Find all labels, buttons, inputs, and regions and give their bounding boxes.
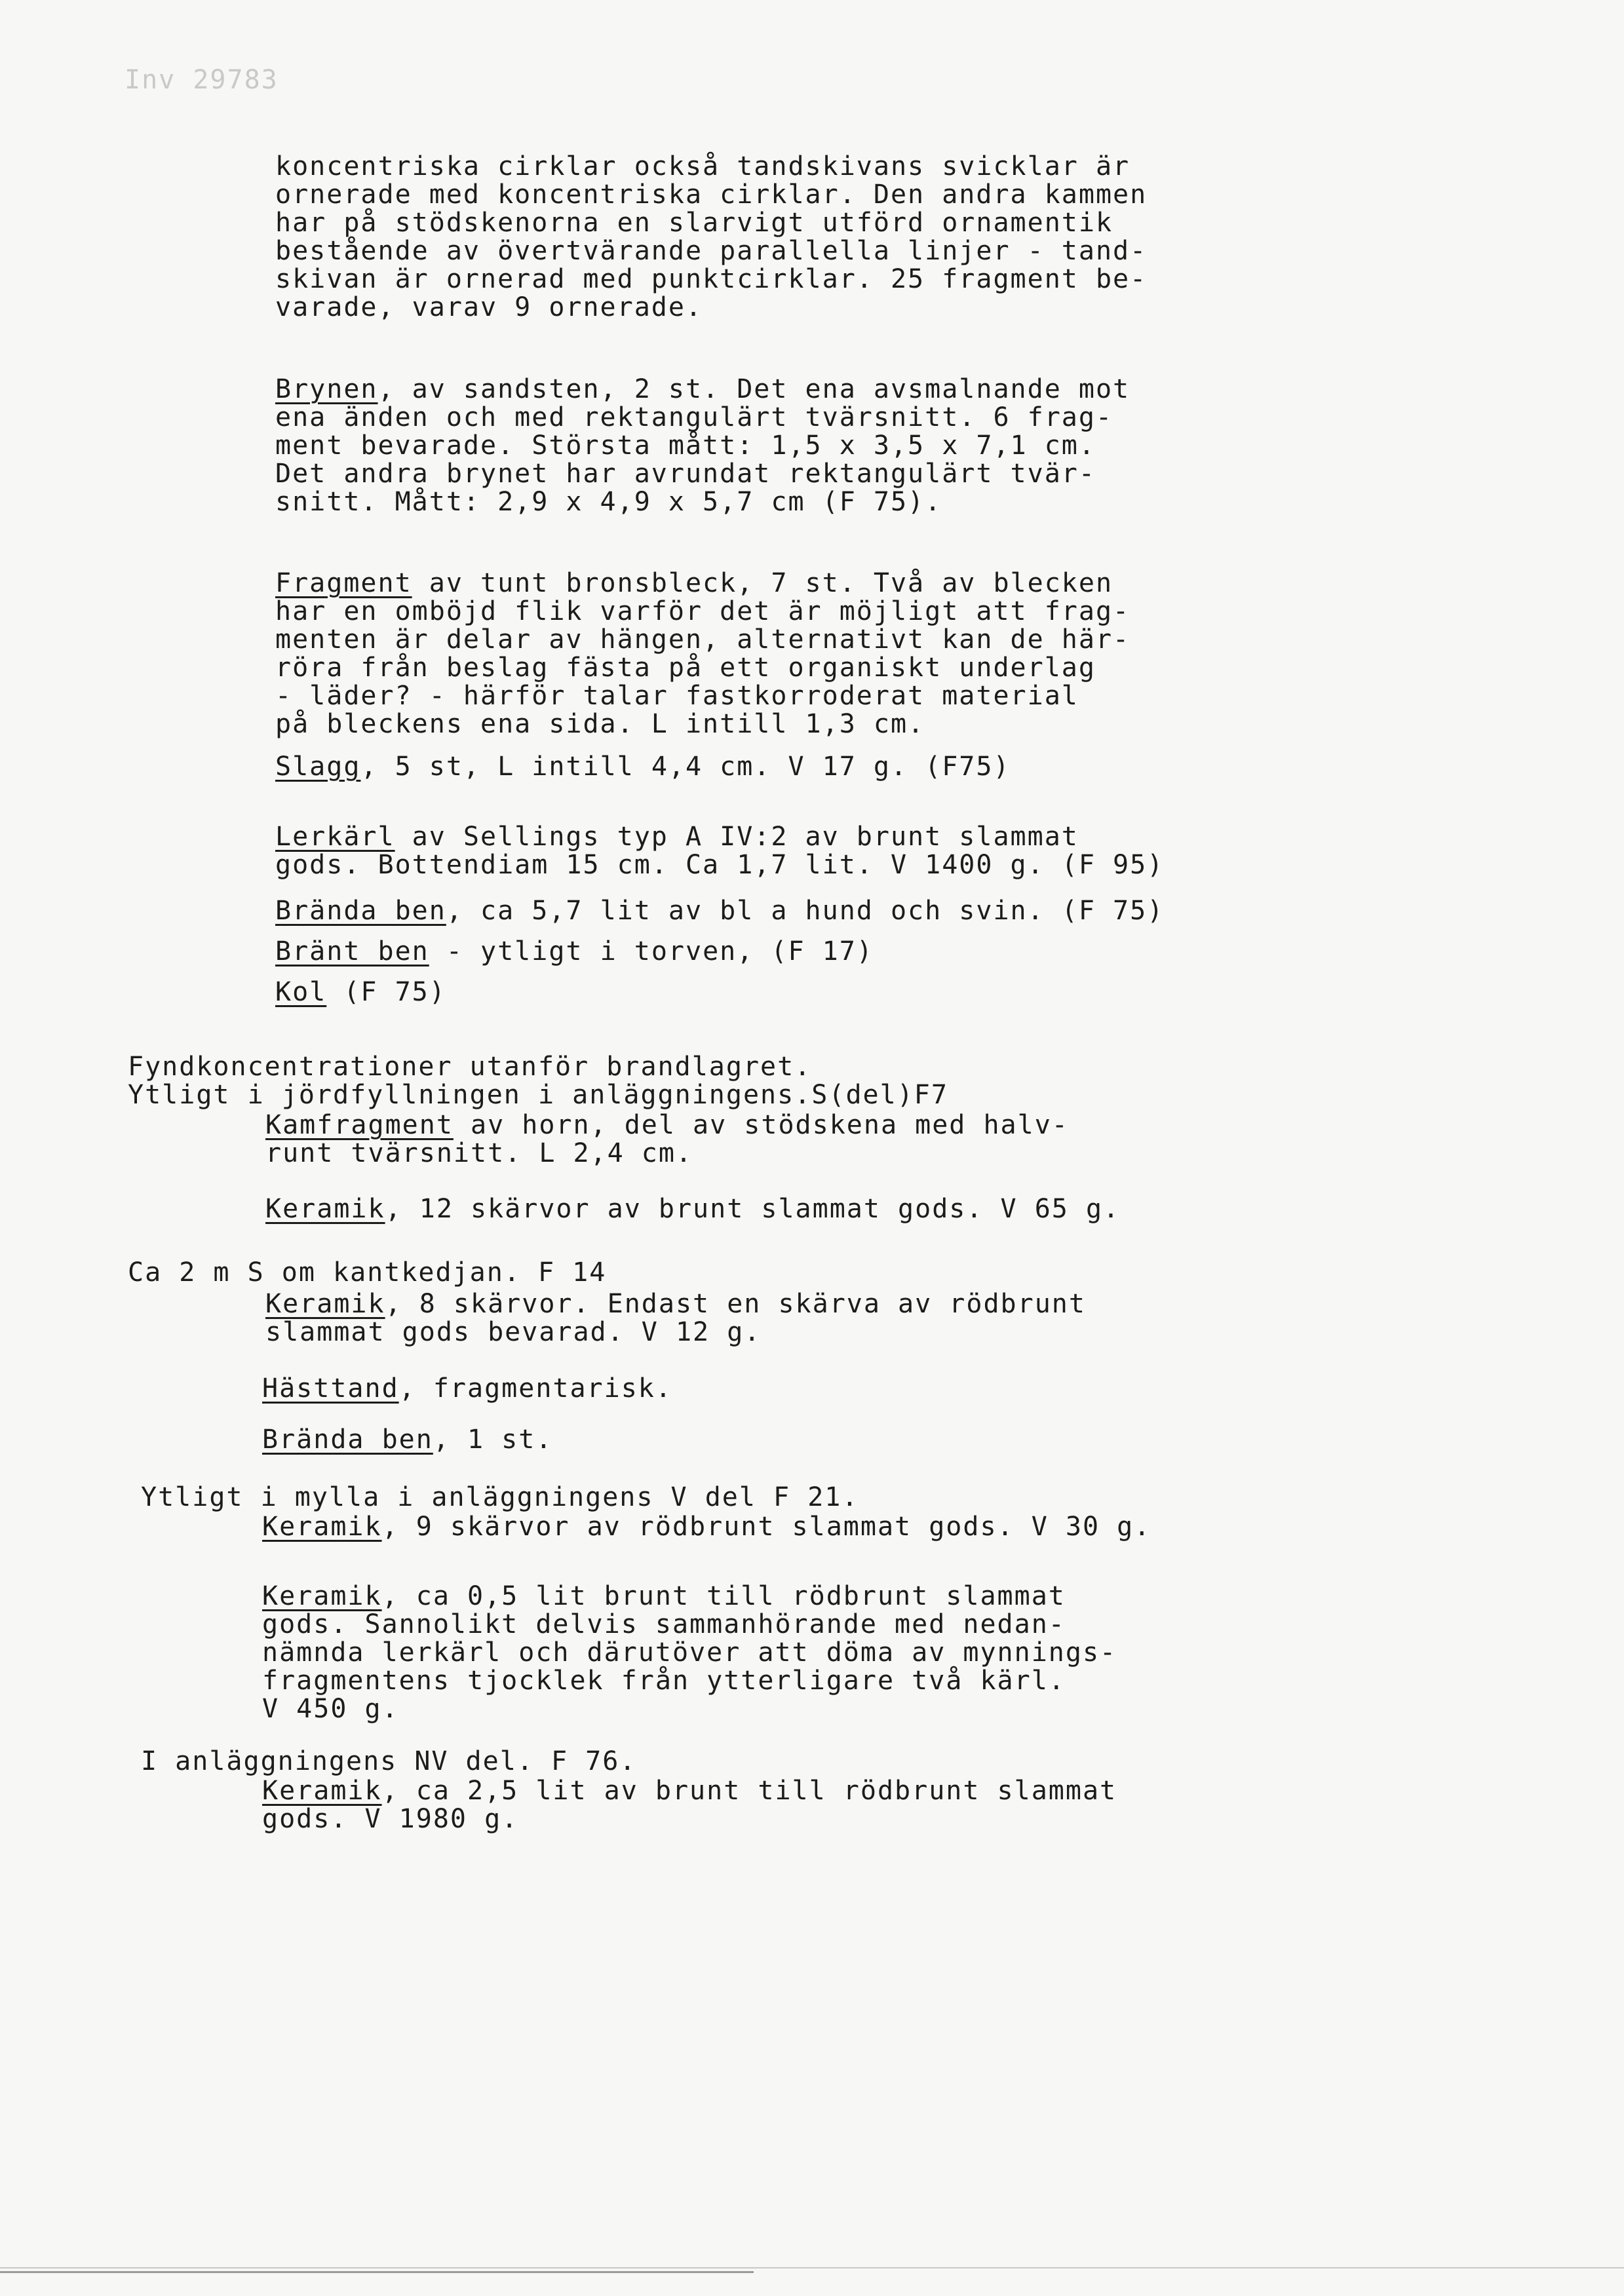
entry-text: , 12 skärvor av brunt slammat gods. V 65 g.	[385, 1194, 1121, 1224]
text-line: gods. Bottendiam 15 cm. Ca 1,7 lit. V 1400 g. (F 95)	[275, 850, 1165, 880]
scan-edge-mark	[0, 2271, 754, 2273]
entry-text: , 1 st.	[433, 1425, 553, 1455]
entry-slagg	[275, 752, 1011, 782]
text-line: ornerade med koncentriska cirklar. Den andra kammen	[275, 180, 1148, 210]
entry-keramik	[265, 1195, 1120, 1224]
text-line: har en omböjd flik varför det är möjligt att frag-	[275, 596, 1131, 626]
section-heading: Fyndkoncentrationer utanför brandlagret.	[128, 1052, 812, 1082]
text-line: Det andra brynet har avrundat rektangulärt tvär-	[275, 459, 1096, 489]
entry-keramik	[262, 1512, 1151, 1542]
text-line: - läder? - härför talar fastkorroderat material	[275, 681, 1079, 711]
entry-keramik	[265, 1290, 1086, 1319]
entry-branda-ben	[262, 1425, 552, 1455]
text-line: nämnda lerkärl och därutöver att döma av mynnings-	[262, 1637, 1117, 1668]
entry-label: Keramik	[265, 1289, 385, 1319]
entry-kamfragment	[265, 1111, 1069, 1140]
location-line: I anläggningens NV del. F 76.	[141, 1746, 637, 1776]
text-line: gods. V 1980 g.	[262, 1804, 519, 1834]
entry-label: Lerkärl	[275, 822, 395, 852]
entry-fragment	[275, 569, 1113, 598]
entry-text: av tunt bronsbleck, 7 st. Två av blecken	[412, 568, 1113, 598]
entry-keramik	[262, 1776, 1117, 1806]
page-bottom-edge	[0, 2267, 1624, 2268]
entry-label: Keramik	[262, 1581, 382, 1611]
entry-kol	[275, 978, 446, 1007]
entry-text: , 9 skärvor av rödbrunt slammat gods. V 30 g.	[381, 1512, 1151, 1542]
entry-text: , ca 2,5 lit av brunt till rödbrunt slammat	[381, 1776, 1117, 1806]
entry-text: , ca 0,5 lit brunt till rödbrunt slammat	[381, 1581, 1066, 1611]
text-line: ena änden och med rektangulärt tvärsnitt. 6 frag-	[275, 402, 1113, 432]
entry-label: Bränt ben	[275, 936, 429, 966]
entry-label: Keramik	[265, 1194, 385, 1224]
entry-text: , 8 skärvor. Endast en skärva av rödbrunt	[385, 1289, 1086, 1319]
text-line: fragmentens tjocklek från ytterligare två kärl.	[262, 1666, 1066, 1696]
entry-label: Hästtand	[262, 1373, 399, 1404]
entry-text: av horn, del av stödskena med halv-	[453, 1110, 1069, 1140]
text-line: ment bevarade. Största mått: 1,5 x 3,5 x 7,1 cm.	[275, 430, 1096, 461]
text-line: har på stödskenorna en slarvigt utförd ornamentik	[275, 208, 1113, 238]
text-line: koncentriska cirklar också tandskivans svicklar är	[275, 151, 1131, 182]
text-line: skivan är ornerad med punktcirklar. 25 fragment be-	[275, 264, 1148, 294]
entry-label: Brända ben	[275, 896, 446, 926]
location-line: Ytligt i mylla i anläggningens V del F 21.	[141, 1482, 859, 1512]
entry-lerkarl	[275, 822, 1079, 852]
text-line: bestående av övertvärande parallella linjer - tand-	[275, 236, 1148, 266]
entry-text: , 5 st, L intill 4,4 cm. V 17 g. (F75)	[360, 752, 1011, 782]
entry-label: Kamfragment	[265, 1110, 454, 1140]
text-line: gods. Sannolikt delvis sammanhörande med nedan-	[262, 1609, 1066, 1639]
entry-text: av Sellings typ A IV:2 av brunt slammat	[395, 822, 1079, 852]
entry-label: Brynen	[275, 374, 378, 404]
text-line: V 450 g.	[262, 1694, 399, 1724]
entry-brant-ben	[275, 937, 874, 966]
text-line: på bleckens ena sida. L intill 1,3 cm.	[275, 709, 925, 739]
text-line: röra från beslag fästa på ett organiskt underlag	[275, 653, 1096, 683]
entry-text: , av sandsten, 2 st. Det ena avsmalnande mot	[377, 374, 1131, 404]
location-line: Ca 2 m S om kantkedjan. F 14	[128, 1257, 607, 1288]
entry-keramik	[262, 1582, 1066, 1611]
text-line: varade, varav 9 ornerade.	[275, 292, 703, 322]
entry-label: Brända ben	[262, 1425, 433, 1455]
text-line: menten är delar av hängen, alternativt kan de här-	[275, 624, 1131, 655]
entry-label: Slagg	[275, 752, 361, 782]
entry-label: Keramik	[262, 1776, 382, 1806]
entry-brynen	[275, 375, 1130, 404]
entry-branda-ben	[275, 896, 1164, 926]
text-line: snitt. Mått: 2,9 x 4,9 x 5,7 cm (F 75).	[275, 487, 942, 517]
location-line: Ytligt i jördfyllningen i anläggningens.S(del)F7	[128, 1080, 948, 1110]
entry-text: , fragmentarisk.	[398, 1373, 672, 1404]
entry-label: Fragment	[275, 568, 412, 598]
entry-label: Kol	[275, 977, 327, 1007]
entry-text: (F 75)	[326, 977, 446, 1007]
entry-text: , ca 5,7 lit av bl a hund och svin. (F 75)	[446, 896, 1165, 926]
entry-hasttand	[262, 1374, 672, 1404]
entry-label: Keramik	[262, 1512, 382, 1542]
show-through-header: Inv 29783	[125, 65, 279, 95]
text-line: slammat gods bevarad. V 12 g.	[265, 1317, 762, 1347]
text-line: runt tvärsnitt. L 2,4 cm.	[265, 1138, 693, 1168]
entry-text: - ytligt i torven, (F 17)	[429, 936, 874, 966]
